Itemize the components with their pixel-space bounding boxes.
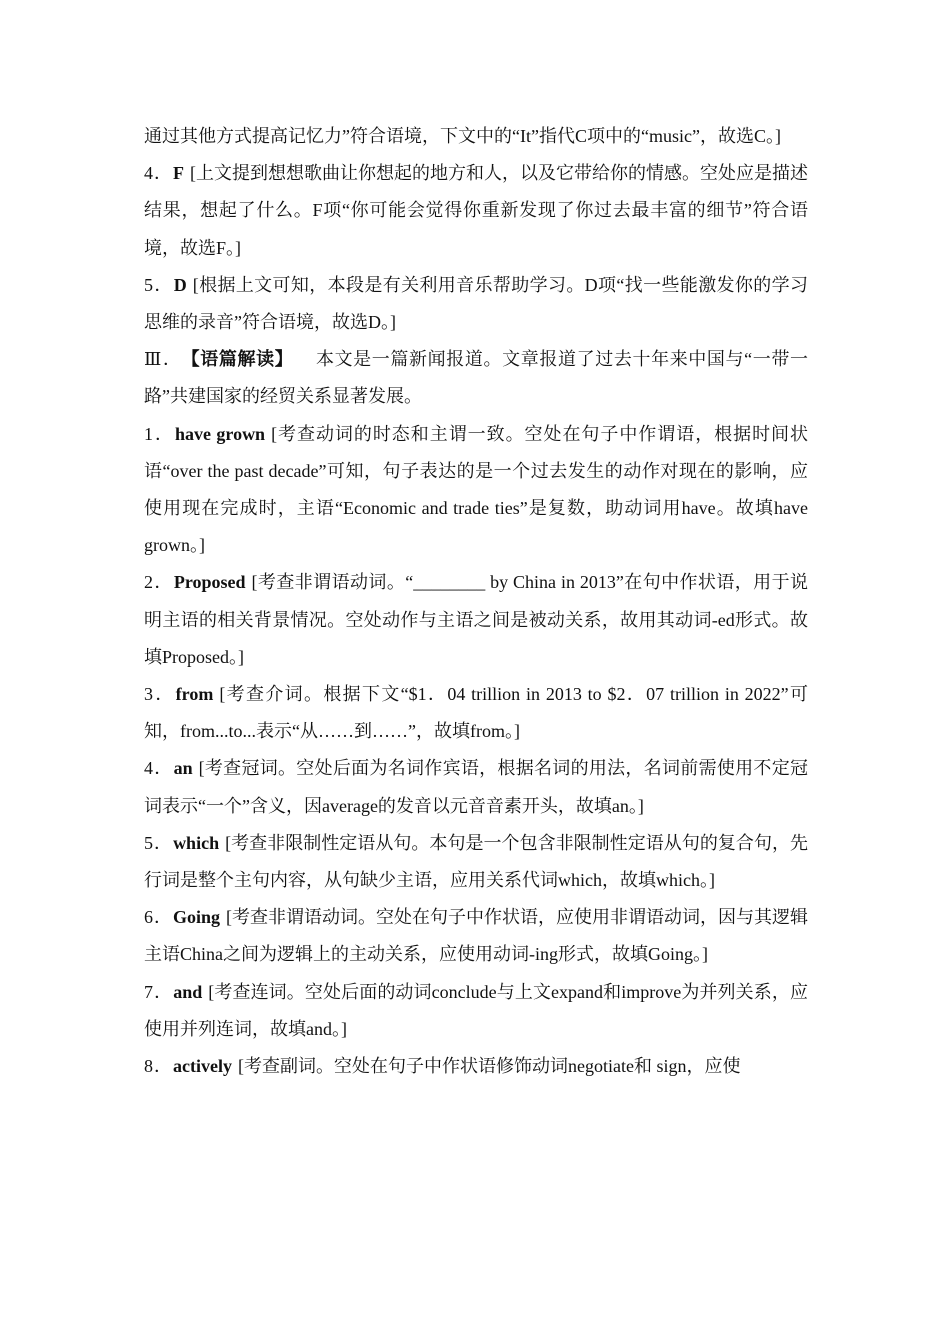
item-answer: and (173, 981, 203, 1002)
item-answer: D (173, 274, 187, 295)
item-explanation: [考查副词。空处在句子中作状语修饰动词negotiate和 sign，应使 (237, 1056, 741, 1077)
answer-item-4b (144, 750, 808, 824)
item-answer: Proposed (173, 572, 246, 593)
item-explanation: [根据上文可知，本段是有关利用音乐帮助学习。D项“找一些能激发你的学习思维的录音”符合语境，故选D。] (144, 274, 809, 333)
item-number: 2． (144, 572, 174, 593)
item-number: 4． (144, 163, 173, 184)
item-number: 4． (144, 758, 174, 779)
answer-item-7 (144, 974, 808, 1048)
section-summary: 本文是一篇新闻报道。文章报道了过去十年来中国与“一带一路”共建国家的经贸关系显著发展。 (144, 349, 809, 407)
item-explanation: [考查连词。空处后面的动词conclude与上文expand和improve为并列关系，应使用并列连词，故填and。] (144, 981, 808, 1039)
section-iii-heading (144, 341, 808, 415)
item-number: 6． (144, 907, 173, 928)
item-explanation: [考查非谓语动词。空处在句子中作状语，应使用非谓语动词，因与其逻辑主语China之间为逻辑上的主动关系，应使用动词-ing形式，故填Going。] (144, 907, 809, 965)
item-explanation: [考查动词的时态和主谓一致。空处在句子中作谓语，根据时间状语“over the past decade”可知，句子表达的是一个过去发生的动作对现在的影响，应使用现在完成时，主语“Economic and trade ties”是复数，助动词用have。故填have grown。] (144, 423, 808, 556)
item-answer: from (175, 684, 214, 705)
item-answer: actively (173, 1056, 232, 1077)
paragraph-text: 通过其他方式提高记忆力”符合语境，下文中的“It”指代C项中的“music”，故选C。] (144, 126, 781, 146)
item-answer: which (173, 832, 220, 853)
item-answer: F (173, 163, 184, 184)
item-explanation: [考查非限制性定语从句。本句是一个包含非限制性定语从句的复合句，先行词是整个主句内容，从句缺少主语，应用关系代词which，故填which。] (144, 832, 808, 891)
answer-item-4 (144, 155, 808, 267)
item-number: 7． (144, 981, 174, 1002)
answer-item-6 (144, 899, 808, 973)
item-explanation: [考查介词。根据下文“$1．04 trillion in 2013 to $2．07 trillion in 2022”可知，from...to...表示“从……到……”，故填from。] (144, 684, 808, 742)
document-page (144, 118, 808, 1085)
item-number: 8． (144, 1056, 173, 1077)
item-explanation: [上文提到想想歌曲让你想起的地方和人，以及它带给你的情感。空处应是描述结果，想起了什么。F项“你可能会觉得你重新发现了你过去最丰富的细节”符合语境，故选F。] (144, 163, 808, 258)
item-answer: an (173, 758, 193, 779)
item-explanation: [考查冠词。空处后面为名词作宾语，根据名词的用法，名词前需使用不定冠词表示“一个”含义，因average的发音以元音音素开头，故填an。] (144, 758, 808, 816)
section-label: 【语篇解读】 (190, 349, 294, 370)
item-explanation: [考查非谓语动词。“________ by China in 2013”在句中作状语，用于说明主语的相关背景情况。空处动作与主语之间是被动关系，故用其动词-ed形式。故填Proposed。] (144, 572, 808, 667)
item-number: 5． (144, 832, 174, 853)
answer-item-2 (144, 564, 808, 676)
item-answer: Going (173, 907, 221, 928)
item-number: 5． (144, 274, 174, 295)
answer-item-3 (144, 676, 808, 750)
item-number: 3． (144, 684, 176, 705)
section-number: Ⅲ． (144, 349, 183, 370)
paragraph-continuation (144, 118, 808, 155)
answer-item-5 (144, 267, 808, 341)
answer-item-1 (144, 416, 808, 565)
item-answer: have grown (174, 423, 266, 444)
item-number: 1． (144, 423, 175, 444)
answer-item-5b (144, 825, 808, 899)
answer-item-8 (144, 1048, 808, 1085)
